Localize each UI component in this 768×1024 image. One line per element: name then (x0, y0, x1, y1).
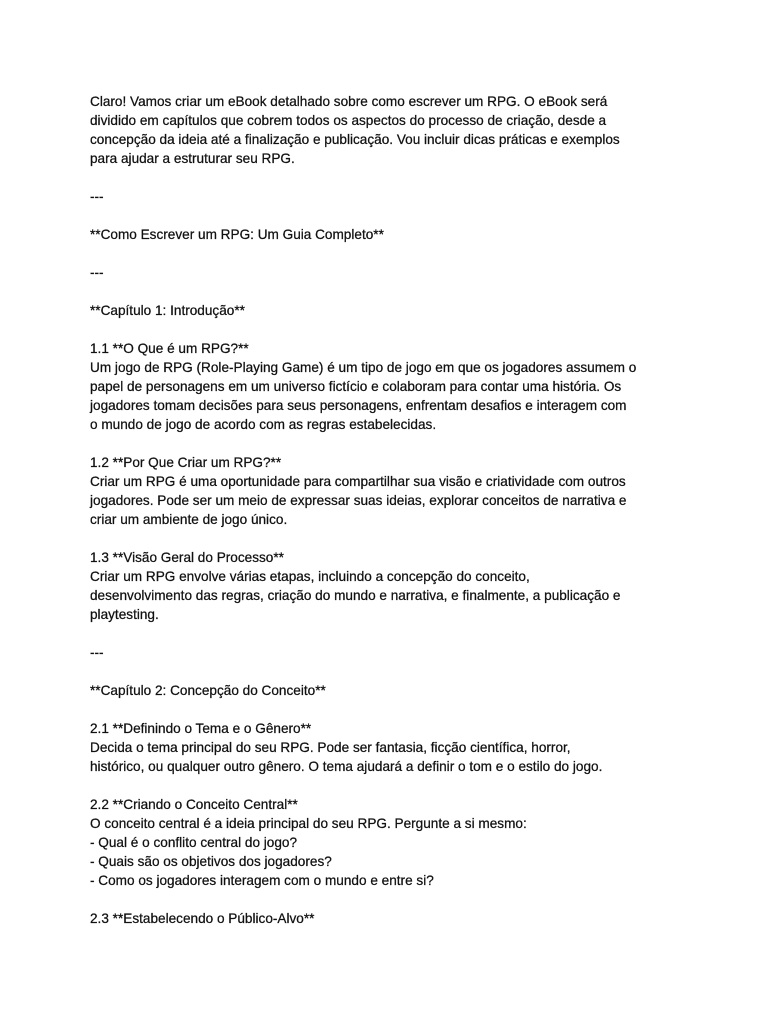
section-2-1-heading: 2.1 **Definindo o Tema e o Gênero** (90, 721, 312, 736)
separator: --- (90, 645, 104, 660)
spacer (90, 700, 690, 719)
section-2-3-heading: 2.3 **Estabelecendo o Público-Alvo** (90, 911, 315, 926)
spacer (90, 529, 690, 548)
spacer (90, 434, 690, 453)
chapter-2-title: **Capítulo 2: Concepção do Conceito** (90, 683, 326, 698)
spacer (90, 282, 690, 301)
section-1-2-body: Criar um RPG é uma oportunidade para compartilhar sua visão e criatividade com outros jogadores. Pode ser um meio de expressar suas ideias, explorar conceitos de narrativa e criar um ambiente de jogo único. (90, 474, 627, 527)
section-2-1-body: Decida o tema principal do seu RPG. Pode ser fantasia, ficção científica, horror, histórico, ou qualquer outro gênero. O tema ajudará a definir o tom e o estilo do jogo. (90, 740, 603, 774)
separator: --- (90, 189, 104, 204)
spacer (90, 624, 690, 643)
section-2-2-heading: 2.2 **Criando o Conceito Central** (90, 797, 298, 812)
section-1-1-body: Um jogo de RPG (Role-Playing Game) é um tipo de jogo em que os jogadores assumem o papel de personagens em um universo fictício e colaboram para contar uma história. Os jogadores tomam decisões para seus personagens, enfrentam desafios e interagem com o mundo de jogo de acordo com as regras estabelecidas. (90, 360, 637, 432)
section-1-3-body: Criar um RPG envolve várias etapas, incluindo a concepção do conceito, desenvolvimento das regras, criação do mundo e narrativa, e finalmente, a publicação e playtesting. (90, 569, 621, 622)
section-1-2-heading: 1.2 **Por Que Criar um RPG?** (90, 455, 282, 470)
section-1-1-heading: 1.1 **O Que é um RPG?** (90, 341, 249, 356)
section-2-2-body: O conceito central é a ideia principal do seu RPG. Pergunte a si mesmo: - Qual é o conflito central do jogo? - Quais são os objetivos dos jogadores? - Como os jogadores interagem com o mundo e entre si? (90, 816, 527, 888)
document-body (90, 92, 690, 928)
spacer (90, 776, 690, 795)
spacer (90, 320, 690, 339)
separator: --- (90, 265, 104, 280)
spacer (90, 206, 690, 225)
book-title: **Como Escrever um RPG: Um Guia Completo** (90, 227, 384, 242)
section-1-3-heading: 1.3 **Visão Geral do Processo** (90, 550, 284, 565)
spacer (90, 168, 690, 187)
spacer (90, 890, 690, 909)
chapter-1-title: **Capítulo 1: Introdução** (90, 303, 245, 318)
intro-paragraph: Claro! Vamos criar um eBook detalhado sobre como escrever um RPG. O eBook será dividido em capítulos que cobrem todos os aspectos do processo de criação, desde a concepção da ideia até a finalização e publicação. Vou incluir dicas práticas e exemplos para ajudar a estruturar seu RPG. (90, 94, 620, 166)
spacer (90, 662, 690, 681)
spacer (90, 244, 690, 263)
